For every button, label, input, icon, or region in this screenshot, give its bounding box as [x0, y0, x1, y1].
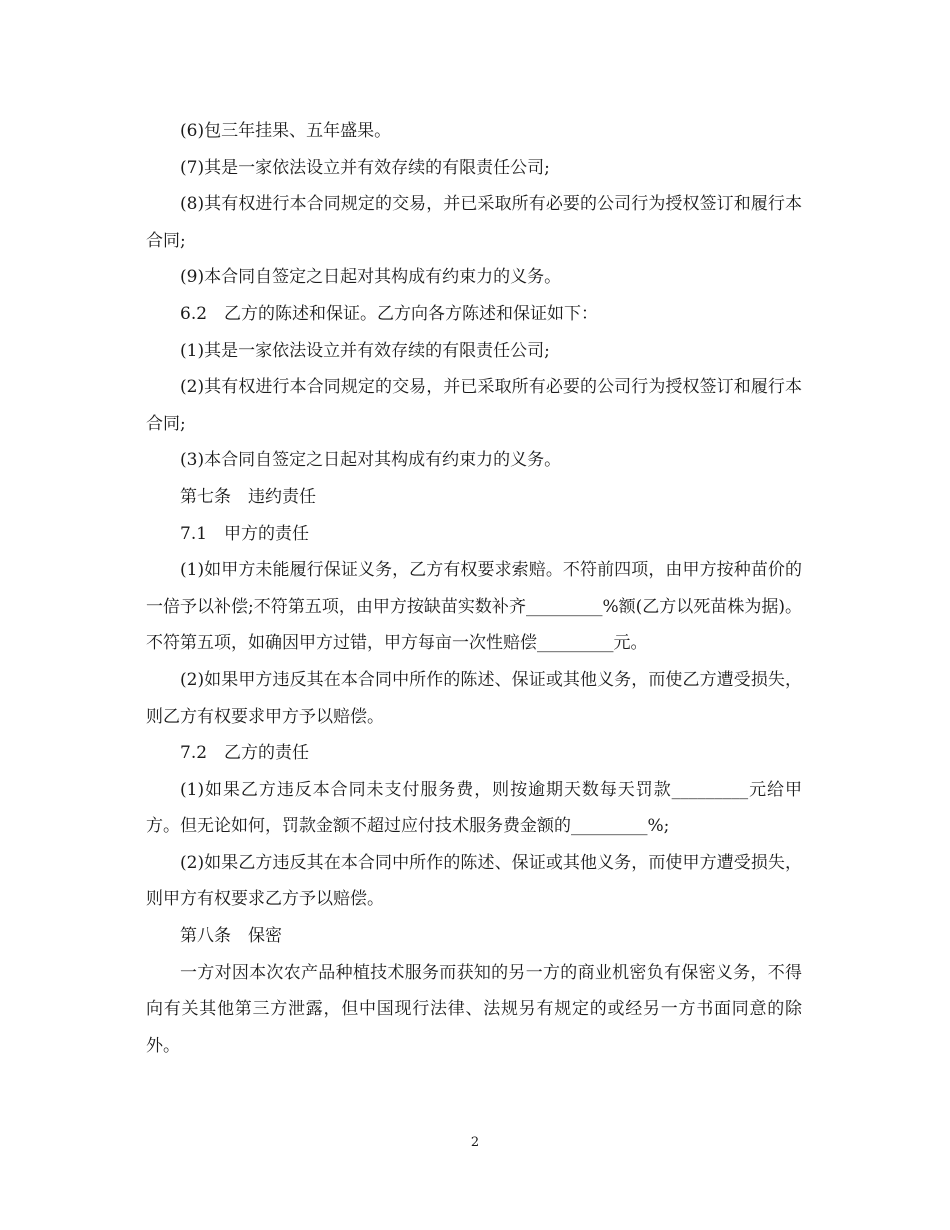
- section-6-2-heading: 6.2 乙方的陈述和保证。乙方向各方陈述和保证如下：: [180, 303, 599, 324]
- paragraph-7-2-item-1: (1)如果乙方违反本合同未支付服务费，则按逾期天数每天罚款_________元给甲方。但无论如何，罚款金额不超过应付技术服务费金额的_________%;: [146, 779, 802, 837]
- paragraph-7-1-item-2: (2)如果甲方违反其在本合同中所作的陈述、保证或其他义务，而使乙方遭受损失，则乙方有权要求甲方予以赔偿。: [146, 669, 802, 727]
- article-8-heading: 第八条 保密: [180, 926, 282, 947]
- section-7-1-heading: 7.1 甲方的责任: [180, 523, 310, 544]
- paragraph-article-8-body: 一方对因本次农产品种植技术服务而获知的另一方的商业机密负有保密义务，不得向有关其他第三方泄露，但中国现行法律、法规另有规定的或经另一方书面同意的除外。: [146, 962, 802, 1056]
- page-number: 2: [470, 1135, 480, 1150]
- article-7-heading: 第七条 违约责任: [180, 486, 316, 507]
- document-body: [146, 113, 802, 1064]
- paragraph-7-2-item-2: (2)如果乙方违反其在本合同中所作的陈述、保证或其他义务，而使甲方遭受损失，则甲方有权要求乙方予以赔偿。: [146, 852, 802, 910]
- paragraph-item-7: (7)其是一家依法设立并有效存续的有限责任公司;: [180, 157, 550, 178]
- paragraph-6-2-item-3: (3)本合同自签定之日起对其构成有约束力的义务。: [180, 450, 562, 471]
- paragraph-7-1-item-1: (1)如甲方未能履行保证义务，乙方有权要求索赔。不符前四项，由甲方按种苗价的一倍予以补偿;不符第五项，由甲方按缺苗实数补齐_________%额(乙方以死苗株为据)。不符第五项，如确因甲方过错，甲方每亩一次性赔偿_________元。: [146, 560, 802, 654]
- section-7-2-heading: 7.2 乙方的责任: [180, 743, 310, 764]
- paragraph-item-9: (9)本合同自签定之日起对其构成有约束力的义务。: [180, 267, 562, 288]
- paragraph-item-6: (6)包三年挂果、五年盛果。: [180, 121, 392, 141]
- paragraph-6-2-item-1: (1)其是一家依法设立并有效存续的有限责任公司;: [180, 340, 550, 361]
- paragraph-6-2-item-2: (2)其有权进行本合同规定的交易，并已采取所有必要的公司行为授权签订和履行本合同;: [146, 377, 802, 434]
- paragraph-item-8: (8)其有权进行本合同规定的交易，并已采取所有必要的公司行为授权签订和履行本合同;: [146, 194, 802, 251]
